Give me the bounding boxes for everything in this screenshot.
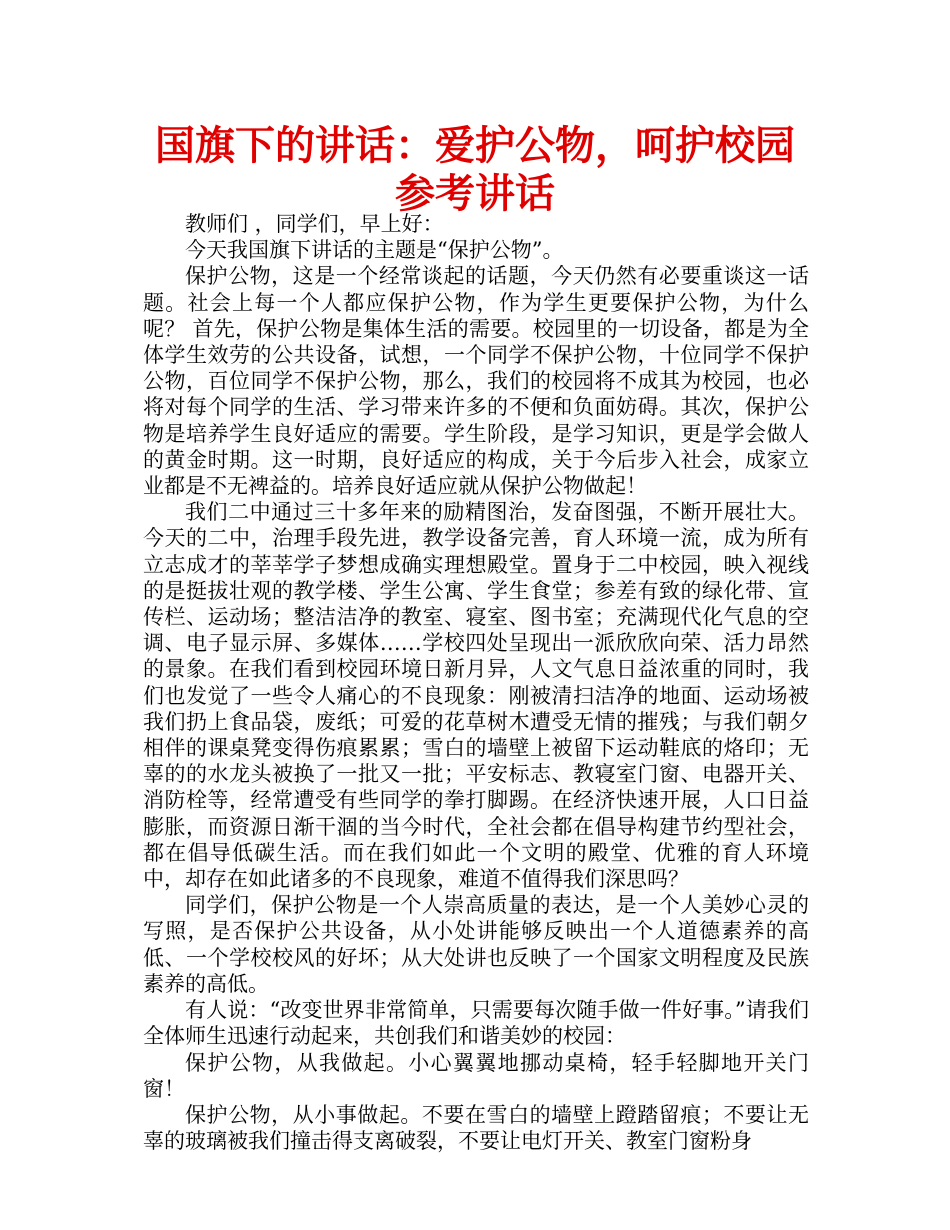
paragraph-moral-quality: 同学们，保护公物是一个人崇高质量的表达，是一个人美妙心灵的写照，是否保护公共设备，从小处讲能够反映出一个人道德素养的高低、一个学校校风的好坏；从大处讲也反映了一个国家文明程度及民族素养的高低。 [143,893,809,996]
document-title: 国旗下的讲话：爱护公物，呵护校园参考讲话 [155,123,795,217]
paragraph-topic: 今天我国旗下讲话的主题是“保护公物”。 [185,238,564,263]
paragraph-call-to-action: 有人说：“改变世界非常简单，只需要每次随手做一件好事。”请我们全体师生迅速行动起来，共创我们和谐美妙的校园： [143,998,809,1049]
paragraph-why-protect: 保护公物，这是一个经常谈起的话题，今天仍然有必要重谈这一话题。社会上每一个人都应保护公物，作为学生更要保护公物，为什么呢？ 首先，保护公物是集体生活的需要。校园里的一切设备，都是为全体学生效劳的公共设备，试想，一个同学不保护公物，十位同学不保护公物，百位同学不保护公物，那么，我们的校园将不成其为校园，也必将对每个同学的生活、学习带来许多的不便和负面妨碍。其次，保护公物是培养学生良好适应的需要。学生阶段，是学习知识，更是学会做人的黄金时期。这一时期，良好适应的构成，关于今后步入社会，成家立业都是不无裨益的。培养良好适应就从保护公物做起！ [143,264,809,499]
paragraph-greeting: 教师们 ，同学们，早上好： [185,212,444,236]
paragraph-school-environment: 我们二中通过三十多年来的励精图治，发奋图强，不断开展壮大。今天的二中，治理手段先进，教学设备完善，育人环境一流，成为所有立志成才的莘莘学子梦想成确实理想殿堂。置身于二中校园，映入视线的是挺拔壮观的教学楼、学生公寓、学生食堂；参差有致的绿化带、宣传栏、运动场；整洁洁净的教室、寝室、图书室；充满现代化气息的空调、电子显示屏、多媒体……学校四处呈现出一派欣欣向荣、活力昂然的景象。在我们看到校园环境日新月异，人文气息日益浓重的同时，我们也发觉了一些令人痛心的不良现象：刚被清扫洁净的地面、运动场被我们扔上食品袋，废纸；可爱的花草树木遭受无情的摧残；与我们朝夕相伴的课桌凳变得伤痕累累；雪白的墙壁上被留下运动鞋底的烙印；无辜的的水龙头被换了一批又一批；平安标志、教寝室门窗、电器开关、消防栓等，经常遭受有些同学的拳打脚踢。在经济快速开展，人口日益膨胀，而资源日渐干涸的当今时代，全社会都在倡导构建节约型社会，都在倡导低碳生活。而在我们如此一个文明的殿堂、优雅的育人环境中，却存在如此诸多的不良现象，难道不值得我们深思吗？ [143,500,809,892]
paragraph-start-small: 保护公物，从小事做起。不要在雪白的墙壁上蹬踏留痕；不要让无辜的玻璃被我们撞击得支离破裂，不要让电灯开关、教室门窗粉身 [143,1102,809,1154]
paragraph-start-with-me: 保护公物，从我做起。小心翼翼地挪动桌椅，轻手轻脚地开关门窗！ [143,1050,809,1101]
document-body [143,211,809,1154]
